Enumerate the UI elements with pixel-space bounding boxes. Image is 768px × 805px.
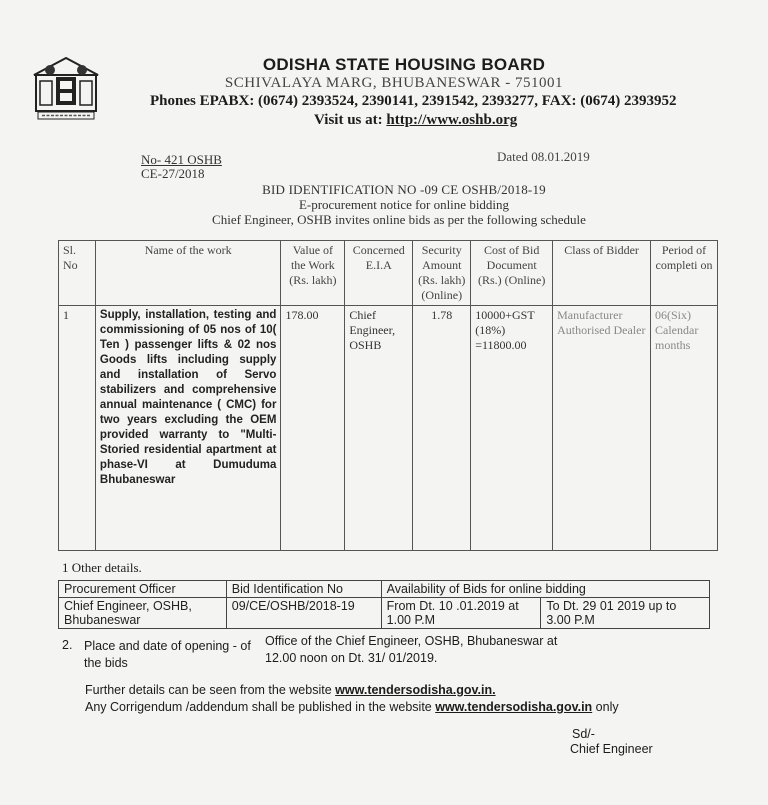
header-period-of-completion: Period of completi on [651,241,718,306]
header-cost-of-bid-document: Cost of Bid Document (Rs.) (Online) [471,241,553,306]
header-bid-identification-no: Bid Identification No [226,581,381,598]
header-security-amount: Security Amount (Rs. lakh) (Online) [413,241,471,306]
corrigendum-line [85,700,619,714]
schedule-table [58,240,718,551]
other-details-label: 1 Other details. [62,560,142,575]
cell-availability-to: To Dt. 29 01 2019 up to 3.00 P.M [541,598,710,629]
header-name-of-work: Name of the work [95,241,281,306]
header-class-of-bidder: Class of Bidder [553,241,651,306]
other-details-header-row [59,581,710,598]
notice-title: E-procurement notice for online bidding [298,197,510,212]
reference-date: Dated 08.01.2019 [497,149,590,164]
cell-value-of-work: 178.00 [281,306,345,551]
org-website-line [314,112,517,129]
header-value-of-work: Value of the Work (Rs. lakh) [281,241,345,306]
org-website-prefix: Visit us at: [314,112,387,128]
opening-number: 2. [62,638,73,652]
table-row [59,598,710,629]
org-name: ODISHA STATE HOUSING BOARD [262,55,546,74]
reference-number: No- 421 OSHB [141,152,222,167]
header-sl-no: Sl. No [59,241,96,306]
notice-invite: Chief Engineer, OSHB invites online bids as per the following schedule [212,212,586,227]
tenders-website-link[interactable]: www.tendersodisha.gov.in. [335,683,496,697]
header-concerned-ela: Concerned E.I.A [345,241,413,306]
header-procurement-officer: Procurement Officer [59,581,227,598]
schedule-header-row [59,241,718,306]
cell-procurement-officer: Chief Engineer, OSHB, Bhubaneswar [59,598,227,629]
further-details-text: Further details can be seen from the website [85,683,336,697]
cell-concerned-ela: Chief Engineer, OSHB [345,306,413,551]
cell-cost-of-bid-document: 10000+GST (18%) =11800.00 [471,306,553,551]
cell-security-amount: 1.78 [413,306,471,551]
table-row [59,306,718,551]
org-website-link[interactable]: http://www.oshb.org [386,112,518,128]
cell-period-of-completion: 06(Six) Calendar months [651,306,718,551]
bid-identification: BID IDENTIFICATION NO -09 CE OSHB/2018-19 [262,182,546,197]
cell-bid-identification-no: 09/CE/OSHB/2018-19 [226,598,381,629]
header-availability-of-bids: Availability of Bids for online bidding [381,581,709,598]
corrigendum-suffix: only [592,700,619,714]
signature-sd: Sd/- [572,727,595,741]
org-phones: Phones EPABX: (0674) 2393524, 2390141, 2391542, 2393277, FAX: (0674) 2393952 [150,93,677,109]
corrigendum-website-link[interactable]: www.tendersodisha.gov.in [435,700,593,714]
cell-name-of-work: Supply, installation, testing and commissioning of 05 nos of 10( Ten ) passenger lifts & 02 nos Goods lifts including supply and installation of Servo stabilizers and comprehensive annual maintenance ( CMC) for two years excluding the OEM provided warranty to "Multi-Storied residential apartment at phase-VI at Dumuduma Bhubaneswar [95,306,281,551]
org-address: SCHIVALAYA MARG, BHUBANESWAR - 751001 [224,75,564,91]
opening-value: Office of the Chief Engineer, OSHB, Bhubaneswar at 12.00 noon on Dt. 31/ 01/2019. [265,634,558,665]
cell-availability-from: From Dt. 10 .01.2019 at 1.00 P.M [381,598,541,629]
corrigendum-text: Any Corrigendum /addendum shall be published in the website [85,700,436,714]
opening-label: Place and date of opening - of the bids [84,639,251,670]
signatory: Chief Engineer [570,742,653,756]
cell-sl-no: 1 [59,306,96,551]
other-details-table [58,580,710,629]
further-details-line [85,683,496,697]
cell-class-of-bidder: Manufacturer Authorised Dealer [553,306,651,551]
reference-ce: CE-27/2018 [141,166,205,181]
